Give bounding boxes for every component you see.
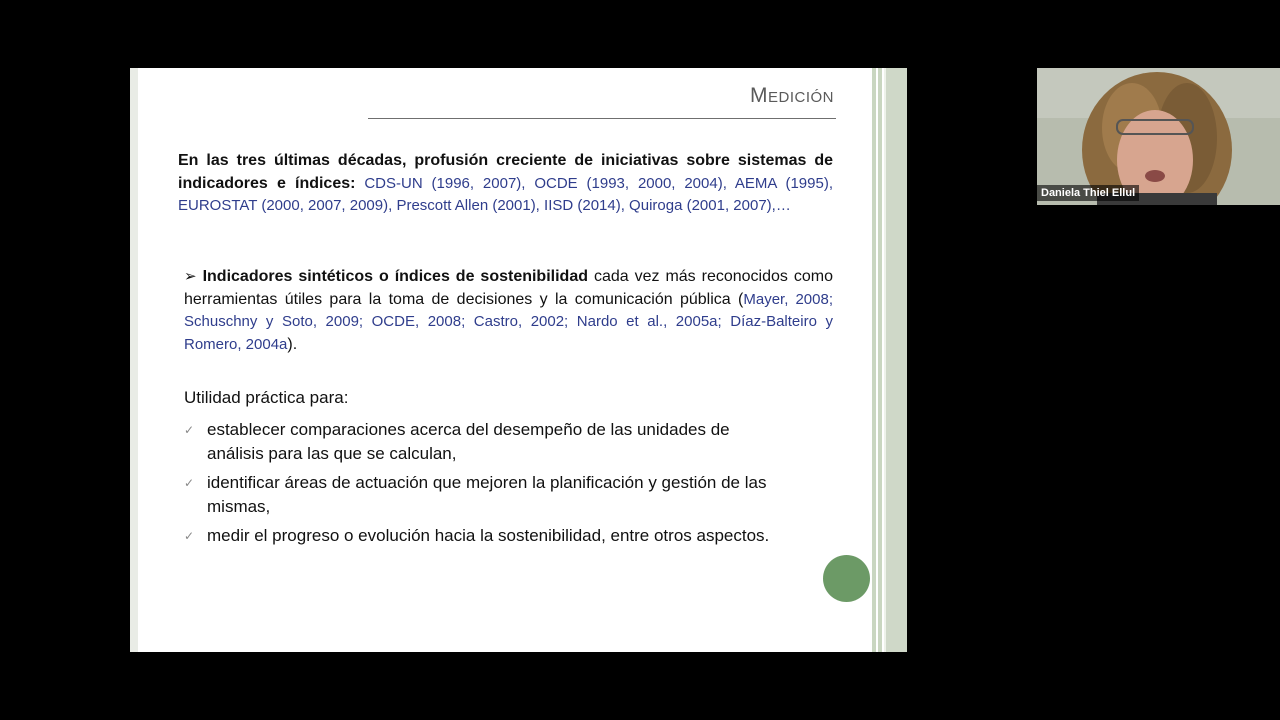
list-item-text: establecer comparaciones acerca del desempeño de las unidades de análisis para las que se calculan, [207, 420, 730, 463]
list-item [184, 418, 784, 465]
presentation-slide [130, 68, 907, 652]
arrow-bullet-icon: ➢ [184, 268, 197, 285]
paragraph-indicators [184, 266, 833, 356]
list-item [184, 524, 784, 548]
checkmark-icon: ✓ [184, 423, 195, 437]
indicators-references: Mayer, 2008; Schuschny y Soto, 2009; OCDE, 2008; Castro, 2002; Nardo et al., 2005a; Díaz-Balteiro y Romero, 2004a [184, 290, 834, 353]
participant-name-label: Daniela Thiel Ellul [1037, 185, 1139, 201]
list-item [184, 471, 784, 518]
initiatives-references: CDS-UN (1996, 2007), OCDE (1993, 2000, 2004), AEMA (1995), EUROSTAT (2000, 2007, 2009), Prescott Allen (2001), IISD (2014), Quiroga (2001, 2007),… [178, 174, 833, 214]
utility-checklist [184, 418, 784, 554]
participant-video-tile[interactable] [1037, 68, 1280, 205]
list-item-text: medir el progreso o evolución hacia la sostenibilidad, entre otros aspectos. [207, 526, 770, 545]
paragraph-initiatives [178, 150, 833, 218]
title-underline [368, 118, 836, 119]
slide-decor-stripe [886, 68, 907, 652]
list-item-text: identificar áreas de actuación que mejoren la planificación y gestión de las mismas, [207, 473, 767, 516]
indicators-heading: Indicadores sintéticos o índices de sostenibilidad [202, 268, 588, 285]
slide-left-border [130, 68, 138, 652]
slide-decor-stripe [872, 68, 876, 652]
close-paren: ). [287, 335, 298, 353]
open-paren: ( [738, 290, 744, 308]
slide-decor-stripe [878, 68, 882, 652]
indicators-text: cada vez más reconocidos como herramientas útiles para la toma de decisiones y la comunicación pública [184, 268, 833, 308]
checkmark-icon: ✓ [184, 476, 195, 490]
checkmark-icon: ✓ [184, 529, 195, 543]
initiatives-heading: En las tres últimas décadas, profusión creciente de iniciativas sobre sistemas de indicadores e índices: [178, 152, 833, 192]
decorative-green-circle [823, 555, 870, 602]
slide-title: Medición [750, 84, 834, 107]
utility-label: Utilidad práctica para: [184, 388, 349, 407]
